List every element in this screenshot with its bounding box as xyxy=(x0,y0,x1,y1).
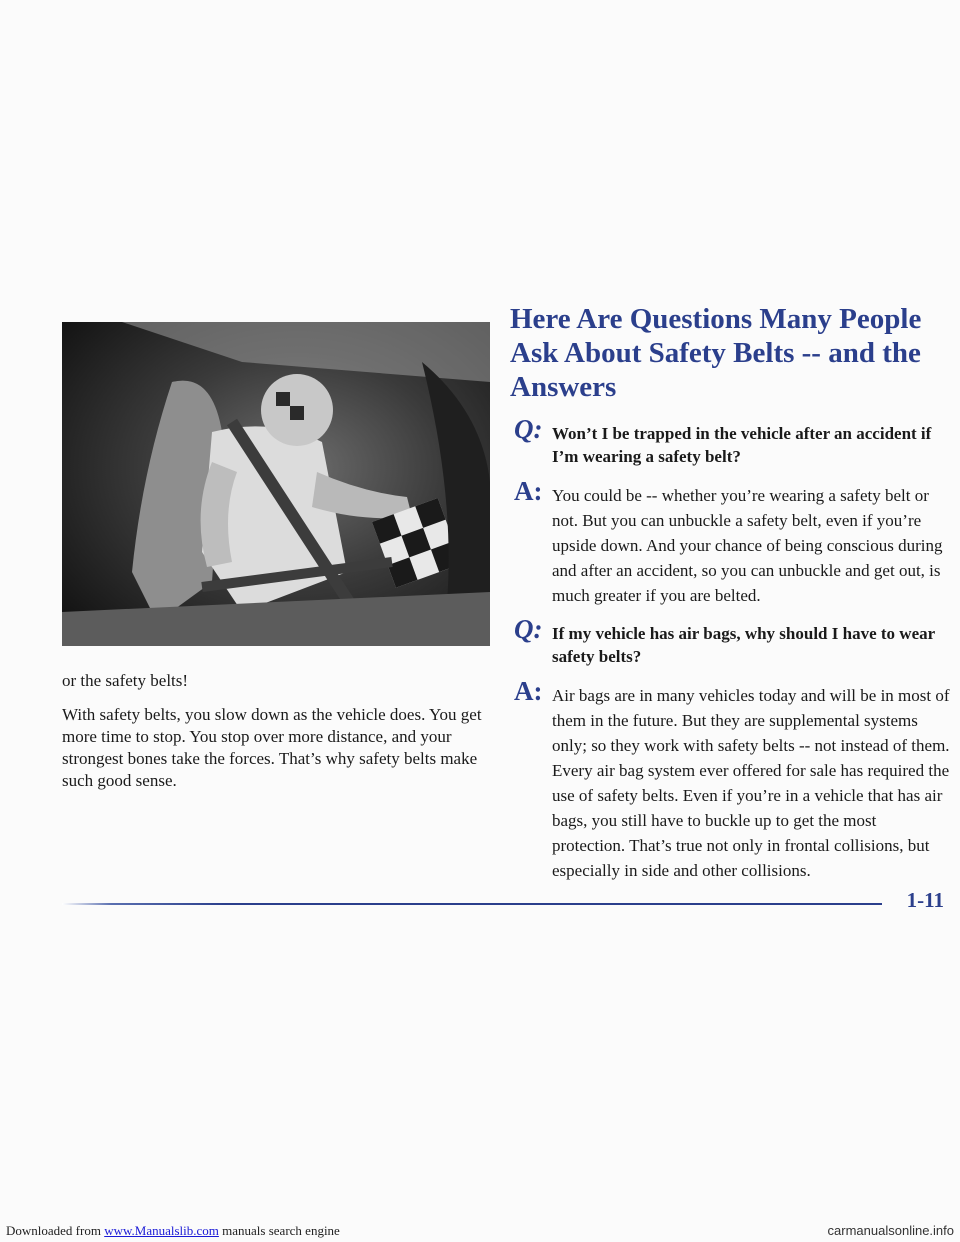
crash-test-dummy-illustration xyxy=(62,322,490,646)
question-2 xyxy=(510,614,950,668)
question-2-text: If my vehicle has air bags, why should I have to wear safety belts? xyxy=(552,624,935,666)
answer-2 xyxy=(510,676,950,883)
answer-2-text: Air bags are in many vehicles today and will be in most of them in the future. But they are supplemental systems only; so they work with safety belts -- not instead of them. Every air bag system ever offered for sale has required the use of safety belts. Even if you’re in a vehicle that has air bags, you still have to buckle up to get the most protection. That’s true not only in frontal collisions, but especially in side and other collisions. xyxy=(552,686,950,880)
answer-1 xyxy=(510,476,950,608)
left-paragraph-1: or the safety belts! xyxy=(62,671,189,690)
download-banner-suffix: manuals search engine xyxy=(218,1223,340,1238)
manualslib-link[interactable]: www.Manualslib.com xyxy=(104,1223,219,1238)
question-mark-label: Q: xyxy=(514,614,543,644)
download-banner xyxy=(6,1223,340,1239)
section-heading: Here Are Questions Many People Ask About Safety Belts -- and the Answers xyxy=(510,303,922,403)
footer-rule xyxy=(62,903,882,905)
left-paragraph-2: With safety belts, you slow down as the vehicle does. You get more time to stop. You stop over more distance, and your strongest bones take the forces. That’s why safety belts make such good sense. xyxy=(62,705,482,790)
page-number: 1-11 xyxy=(906,888,944,912)
question-1-text: Won’t I be trapped in the vehicle after an accident if I’m wearing a safety belt? xyxy=(552,424,932,466)
question-1 xyxy=(510,414,950,468)
answer-1-text: You could be -- whether you’re wearing a safety belt or not. But you can unbuckle a safety belt, even if you’re upside down. And your chance of being conscious during and after an accident, so you can unbuckle and get out, is much greater if you are belted. xyxy=(552,486,943,605)
crash-test-dummy-photo xyxy=(62,322,490,646)
download-banner-prefix: Downloaded from xyxy=(6,1223,105,1238)
right-column xyxy=(510,302,950,883)
question-mark-label: Q: xyxy=(514,414,543,444)
watermark: carmanualsonline.info xyxy=(827,1223,954,1238)
answer-mark-label: A: xyxy=(514,676,543,706)
answer-mark-label: A: xyxy=(514,476,543,506)
left-column xyxy=(62,670,492,804)
